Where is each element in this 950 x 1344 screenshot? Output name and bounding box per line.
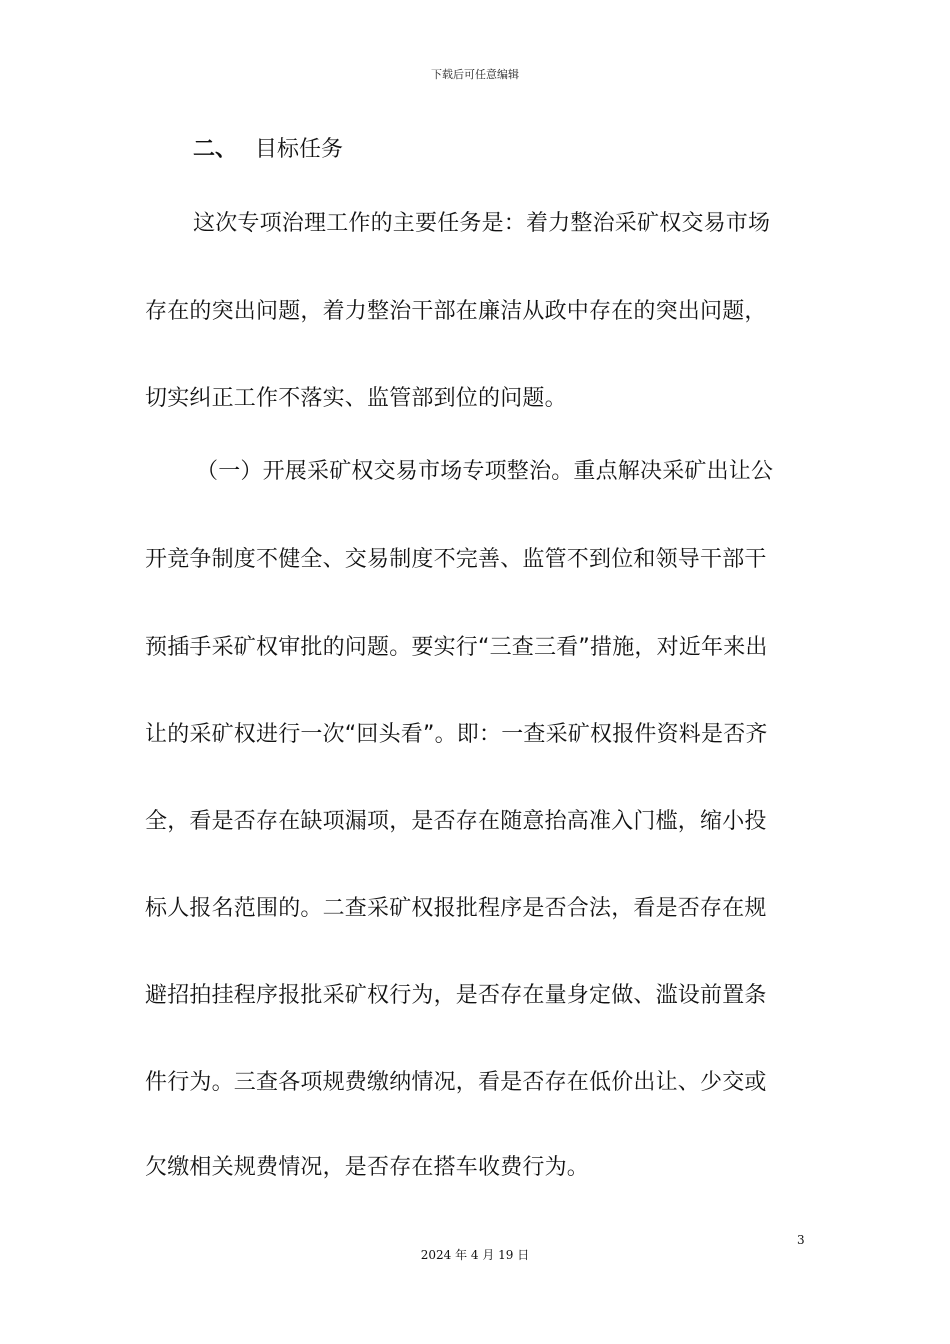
section-title: 目标任务 [255, 137, 344, 162]
paragraph-line: 件行为。三查各项规费缴纳情况，看是否存在低价出让、少交或 [145, 1070, 767, 1095]
paragraph-line: 标人报名范围的。二查采矿权报批程序是否合法，看是否存在规 [145, 896, 767, 921]
paragraph-line: 预插手采矿权审批的问题。要实行“三查三看”措施，对近年来出 [145, 635, 768, 660]
paragraph-line: 避招拍挂程序报批采矿权行为，是否存在量身定做、滥设前置条 [145, 983, 767, 1008]
page-footer-date: 2024 年 4 月 19 日 [420, 1248, 530, 1262]
paragraph-line: 存在的突出问题，着力整治干部在廉洁从政中存在的突出问题， [145, 299, 767, 324]
paragraph-line: 这次专项治理工作的主要任务是：着力整治采矿权交易市场 [193, 211, 771, 236]
page-number: 3 [797, 1233, 805, 1247]
section-number: 二、 [193, 137, 238, 162]
paragraph-line: （一）开展采矿权交易市场专项整治。重点解决采矿出让公 [196, 459, 774, 484]
paragraph-line: 欠缴相关规费情况，是否存在搭车收费行为。 [145, 1155, 590, 1180]
paragraph-line: 开竞争制度不健全、交易制度不完善、监管不到位和领导干部干 [145, 547, 767, 572]
paragraph-line: 让的采矿权进行一次“回头看”。即：一查采矿权报件资料是否齐 [145, 722, 768, 747]
paragraph-line: 全，看是否存在缺项漏项，是否存在随意抬高准入门槛，缩小投 [145, 809, 767, 834]
section-heading [193, 134, 343, 166]
page-header: 下载后可任意编辑 [431, 68, 519, 81]
paragraph-line: 切实纠正工作不落实、监管部到位的问题。 [145, 386, 567, 411]
